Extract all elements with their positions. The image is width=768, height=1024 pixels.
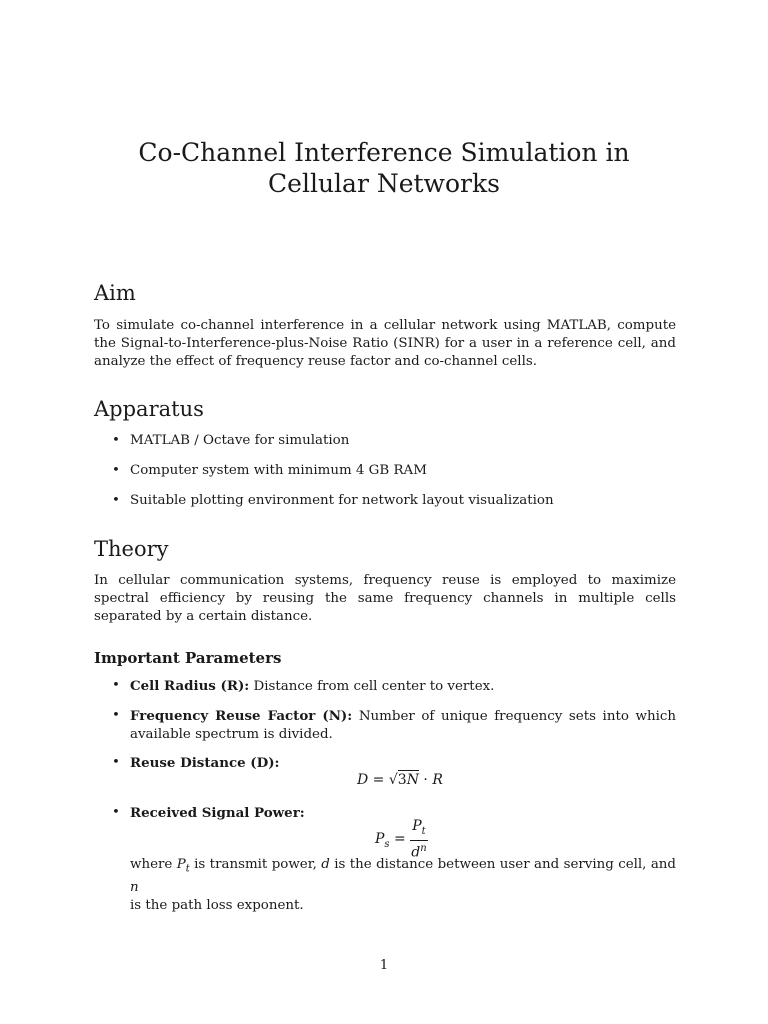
list-item-text: MATLAB / Octave for simulation: [130, 433, 350, 448]
param-desc: Distance from cell center to vertex.: [253, 679, 495, 694]
list-item-text: Computer system with minimum 4 GB RAM: [130, 463, 427, 478]
bullet-icon: •: [112, 493, 120, 508]
bullet-icon: •: [112, 463, 120, 478]
aim-heading: Aim: [94, 281, 136, 305]
param-term: Cell Radius (R):: [130, 678, 250, 694]
aim-text: To simulate co-channel interference in a cellular network using MATLAB, compute the Signal-to-Interference-plus-Noise Ratio (SINR) for a user in a reference cell, and analyze the effect of frequency reuse factor and co-channel cells.: [94, 318, 676, 369]
param-term: Frequency Reuse Factor (N):: [130, 708, 353, 724]
apparatus-heading: Apparatus: [94, 397, 204, 421]
theory-heading: Theory: [94, 537, 169, 561]
document-title: Co-Channel Interference Simulation in Cellular Networks: [138, 138, 630, 198]
received-power-equation: $P_s$ = $\frac{P_t}{d^n}$: [375, 818, 427, 861]
list-item-text: Suitable plotting environment for network layout visualization: [130, 493, 554, 508]
bullet-icon: •: [112, 755, 120, 770]
param-desc: Number of unique frequency sets into which available spectrum is divided.: [130, 709, 676, 742]
theory-text: In cellular communication systems, frequency reuse is employed to maximize spectral efficiency by reusing the same frequency channels in multiple cells separated by a certain distance.: [94, 573, 676, 624]
bullet-icon: •: [112, 708, 120, 723]
bullet-icon: •: [112, 678, 120, 693]
param-term: Reuse Distance (D):: [130, 755, 280, 771]
page-number: 1: [379, 958, 389, 973]
where-text: where $P_t$ is transmit power, d is the distance between user and serving cell, and n is the path loss exponent.: [130, 857, 676, 913]
bullet-icon: •: [112, 433, 120, 448]
reuse-distance-equation: D = √3N · R: [357, 772, 443, 788]
param-term: Received Signal Power:: [130, 805, 305, 821]
parameters-subheading: Important Parameters: [94, 649, 282, 667]
bullet-icon: •: [112, 805, 120, 820]
